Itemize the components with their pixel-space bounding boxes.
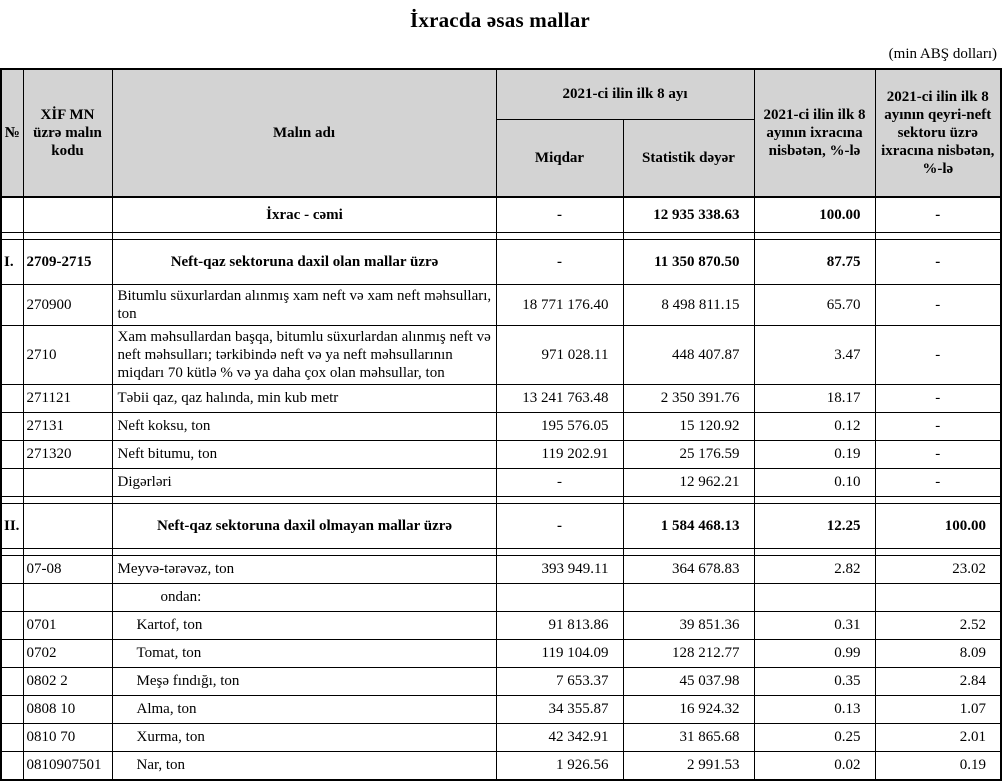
cell-stat-value: 25 176.59	[623, 440, 754, 468]
cell-name: Meyvə-tərəvəz, ton	[112, 555, 496, 583]
cell-share-nonoil: -	[875, 412, 1001, 440]
table-body	[1, 197, 1001, 780]
cell-share-nonoil: 1.07	[875, 695, 1001, 723]
cell-share-nonoil: -	[875, 468, 1001, 496]
cell-no	[1, 723, 23, 751]
cell-quantity: 13 241 763.48	[496, 384, 623, 412]
cell-name: Kartof, ton	[112, 611, 496, 639]
cell-share-nonoil: 8.09	[875, 639, 1001, 667]
cell-code: 27131	[23, 412, 112, 440]
cell-quantity: 119 104.09	[496, 639, 623, 667]
cell-stat-value: 39 851.36	[623, 611, 754, 639]
cell-share-total: 87.75	[754, 239, 875, 284]
separator-cell	[1, 496, 23, 503]
cell-code	[23, 197, 112, 233]
cell-share-total: 0.13	[754, 695, 875, 723]
separator-cell	[1, 548, 23, 555]
cell-share-nonoil: -	[875, 325, 1001, 384]
cell-name: Neft bitumu, ton	[112, 440, 496, 468]
column-header-share-total: 2021-ci ilin ilk 8 ayının ixracına nisbətən, %-lə	[754, 69, 875, 197]
separator-cell	[496, 496, 623, 503]
cell-share-total: 0.10	[754, 468, 875, 496]
separator-cell	[112, 496, 496, 503]
cell-share-total: 65.70	[754, 284, 875, 325]
cell-share-total: 0.35	[754, 667, 875, 695]
cell-code: 0810 70	[23, 723, 112, 751]
table-row	[1, 751, 1001, 780]
cell-code: 0701	[23, 611, 112, 639]
cell-share-nonoil: -	[875, 440, 1001, 468]
cell-stat-value: 1 584 468.13	[623, 503, 754, 548]
cell-quantity: 119 202.91	[496, 440, 623, 468]
column-header-no: №	[1, 69, 23, 197]
table-row	[1, 639, 1001, 667]
cell-quantity: 42 342.91	[496, 723, 623, 751]
cell-no	[1, 583, 23, 611]
section-row	[1, 239, 1001, 284]
separator-cell	[623, 496, 754, 503]
unit-note: (min ABŞ dolları)	[888, 46, 997, 62]
separator-cell	[754, 548, 875, 555]
separator-cell	[23, 496, 112, 503]
separator-cell	[875, 496, 1001, 503]
cell-share-nonoil: 2.84	[875, 667, 1001, 695]
cell-no: I.	[1, 239, 23, 284]
section-separator	[1, 548, 1001, 555]
cell-no	[1, 611, 23, 639]
table-row	[1, 440, 1001, 468]
cell-share-total: 100.00	[754, 197, 875, 233]
cell-stat-value: 8 498 811.15	[623, 284, 754, 325]
cell-stat-value: 11 350 870.50	[623, 239, 754, 284]
cell-no	[1, 695, 23, 723]
cell-stat-value: 45 037.98	[623, 667, 754, 695]
cell-no	[1, 555, 23, 583]
cell-no: II.	[1, 503, 23, 548]
cell-code: 07-08	[23, 555, 112, 583]
cell-share-nonoil: -	[875, 284, 1001, 325]
cell-share-total: 0.31	[754, 611, 875, 639]
section-separator	[1, 232, 1001, 239]
cell-name: Neft-qaz sektoruna daxil olmayan mallar üzrə	[112, 503, 496, 548]
cell-name: Tomat, ton	[112, 639, 496, 667]
cell-quantity: 393 949.11	[496, 555, 623, 583]
table-row	[1, 284, 1001, 325]
cell-code: 2710	[23, 325, 112, 384]
cell-share-nonoil	[875, 583, 1001, 611]
separator-cell	[623, 548, 754, 555]
cell-name: ondan:	[112, 583, 496, 611]
column-header-code: XİF MN üzrə malın kodu	[23, 69, 112, 197]
cell-no	[1, 751, 23, 780]
cell-stat-value: 15 120.92	[623, 412, 754, 440]
separator-cell	[754, 232, 875, 239]
header-row-1	[1, 69, 1001, 119]
cell-stat-value: 364 678.83	[623, 555, 754, 583]
column-header-quantity: Miqdar	[496, 119, 623, 197]
cell-code: 2709-2715	[23, 239, 112, 284]
section-row	[1, 197, 1001, 233]
separator-cell	[754, 496, 875, 503]
cell-share-total: 0.12	[754, 412, 875, 440]
section-row	[1, 503, 1001, 548]
separator-cell	[875, 232, 1001, 239]
cell-stat-value: 12 962.21	[623, 468, 754, 496]
cell-share-nonoil: 0.19	[875, 751, 1001, 780]
table-row	[1, 555, 1001, 583]
cell-no	[1, 384, 23, 412]
cell-code: 0808 10	[23, 695, 112, 723]
separator-cell	[623, 232, 754, 239]
cell-share-total: 0.25	[754, 723, 875, 751]
cell-quantity: -	[496, 197, 623, 233]
cell-name: Neft koksu, ton	[112, 412, 496, 440]
cell-name: Alma, ton	[112, 695, 496, 723]
cell-code: 271320	[23, 440, 112, 468]
cell-code: 271121	[23, 384, 112, 412]
table-header	[1, 69, 1001, 197]
separator-cell	[23, 548, 112, 555]
cell-quantity: 7 653.37	[496, 667, 623, 695]
cell-quantity: 34 355.87	[496, 695, 623, 723]
cell-share-total: 2.82	[754, 555, 875, 583]
cell-code	[23, 583, 112, 611]
cell-share-total: 12.25	[754, 503, 875, 548]
separator-cell	[496, 232, 623, 239]
table-row	[1, 468, 1001, 496]
cell-code: 0802 2	[23, 667, 112, 695]
cell-share-total: 0.99	[754, 639, 875, 667]
cell-stat-value: 16 924.32	[623, 695, 754, 723]
cell-share-total: 0.19	[754, 440, 875, 468]
cell-share-nonoil: 23.02	[875, 555, 1001, 583]
cell-share-nonoil: 100.00	[875, 503, 1001, 548]
cell-no	[1, 412, 23, 440]
cell-share-total: 0.02	[754, 751, 875, 780]
document-page	[0, 8, 1000, 773]
section-separator	[1, 496, 1001, 503]
cell-quantity: -	[496, 239, 623, 284]
cell-no	[1, 468, 23, 496]
separator-cell	[23, 232, 112, 239]
table-row	[1, 695, 1001, 723]
cell-name: Nar, ton	[112, 751, 496, 780]
cell-no	[1, 284, 23, 325]
cell-no	[1, 667, 23, 695]
cell-name: Xurma, ton	[112, 723, 496, 751]
export-table	[0, 68, 1002, 781]
column-header-stat-value: Statistik dəyər	[623, 119, 754, 197]
cell-stat-value: 128 212.77	[623, 639, 754, 667]
column-header-share-nonoil: 2021-ci ilin ilk 8 ayının qeyri-neft sektoru üzrə ixracına nisbətən, %-lə	[875, 69, 1001, 197]
cell-quantity: 1 926.56	[496, 751, 623, 780]
cell-quantity: -	[496, 468, 623, 496]
cell-code: 270900	[23, 284, 112, 325]
cell-quantity: 18 771 176.40	[496, 284, 623, 325]
cell-no	[1, 639, 23, 667]
cell-name: Bitumlu süxurlardan alınmış xam neft və xam neft məhsulları, ton	[112, 284, 496, 325]
column-header-name: Malın adı	[112, 69, 496, 197]
cell-stat-value	[623, 583, 754, 611]
cell-name: Digərləri	[112, 468, 496, 496]
cell-quantity: 971 028.11	[496, 325, 623, 384]
cell-quantity: 91 813.86	[496, 611, 623, 639]
table-row	[1, 611, 1001, 639]
table-row	[1, 723, 1001, 751]
cell-name: İxrac - cəmi	[112, 197, 496, 233]
cell-share-nonoil: 2.52	[875, 611, 1001, 639]
separator-cell	[875, 548, 1001, 555]
cell-share-nonoil: -	[875, 239, 1001, 284]
cell-share-nonoil: -	[875, 384, 1001, 412]
cell-stat-value: 2 350 391.76	[623, 384, 754, 412]
cell-share-nonoil: 2.01	[875, 723, 1001, 751]
cell-quantity: -	[496, 503, 623, 548]
cell-share-total: 3.47	[754, 325, 875, 384]
cell-code: 0810907501	[23, 751, 112, 780]
cell-name: Meşə fındığı, ton	[112, 667, 496, 695]
cell-code	[23, 503, 112, 548]
cell-stat-value: 12 935 338.63	[623, 197, 754, 233]
cell-no	[1, 197, 23, 233]
cell-quantity	[496, 583, 623, 611]
cell-no	[1, 440, 23, 468]
cell-quantity: 195 576.05	[496, 412, 623, 440]
separator-cell	[1, 232, 23, 239]
cell-name: Xam məhsullardan başqa, bitumlu süxurlardan alınmış neft və neft məhsulları; tərkibində neft və ya neft məhsullarının miqdarı 70 kütlə % və ya daha çox olan məhsullar, ton	[112, 325, 496, 384]
cell-no	[1, 325, 23, 384]
cell-name: Neft-qaz sektoruna daxil olan mallar üzrə	[112, 239, 496, 284]
table-row	[1, 384, 1001, 412]
separator-cell	[112, 232, 496, 239]
table-row	[1, 583, 1001, 611]
page-title: İxracda əsas mallar	[410, 8, 590, 32]
table-row	[1, 667, 1001, 695]
cell-share-total: 18.17	[754, 384, 875, 412]
cell-code: 0702	[23, 639, 112, 667]
separator-cell	[496, 548, 623, 555]
separator-cell	[112, 548, 496, 555]
cell-stat-value: 448 407.87	[623, 325, 754, 384]
table-row	[1, 412, 1001, 440]
cell-name: Təbii qaz, qaz halında, min kub metr	[112, 384, 496, 412]
cell-share-nonoil: -	[875, 197, 1001, 233]
cell-code	[23, 468, 112, 496]
column-header-period-group: 2021-ci ilin ilk 8 ayı	[496, 69, 754, 119]
cell-stat-value: 2 991.53	[623, 751, 754, 780]
cell-share-total	[754, 583, 875, 611]
table-row	[1, 325, 1001, 384]
cell-stat-value: 31 865.68	[623, 723, 754, 751]
